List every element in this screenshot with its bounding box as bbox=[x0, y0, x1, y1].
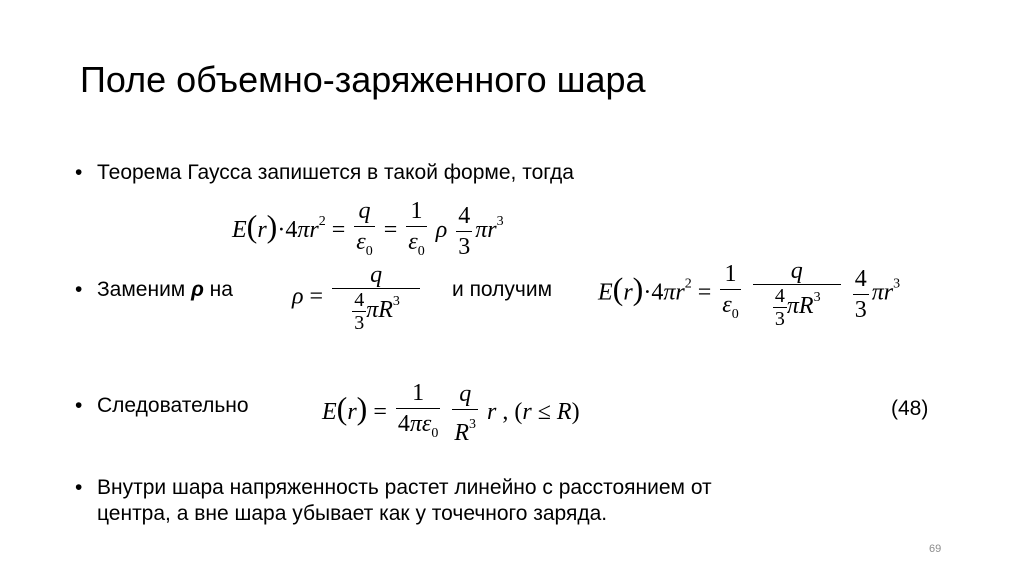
formula-rho: ρ = q $\frac{4}{3}$ $\pi R^3$ bbox=[292, 262, 423, 334]
bullet-1-text: Теорема Гаусса запишется в такой форме, тогда bbox=[97, 161, 574, 184]
formula-result: E(r) = $\frac{1}{4\pi\varepsilon_0}$ $\frac{q}{R^3}$ r , (r ≤ R) bbox=[322, 378, 580, 449]
bullet-1 bbox=[75, 160, 574, 186]
bullet-marker: • bbox=[75, 476, 83, 499]
bullet-2-text-after: на bbox=[209, 278, 233, 301]
bullet-4-line2: центра, а вне шара убывает как у точечного заряда. bbox=[97, 502, 608, 525]
bullet-4 bbox=[75, 475, 712, 527]
slide-title: Поле объемно-заряженного шара bbox=[80, 59, 646, 100]
bullet-3 bbox=[75, 393, 249, 419]
bullet-2-middle: и получим bbox=[452, 278, 553, 301]
bullet-2 bbox=[75, 277, 233, 303]
bullet-marker: • bbox=[75, 394, 83, 417]
bullet-4-line1: Внутри шара напряженность растет линейно с расстоянием от bbox=[97, 476, 712, 499]
bullet-marker: • bbox=[75, 161, 83, 184]
equation-number: (48) bbox=[891, 397, 929, 420]
rho-symbol: ρ bbox=[191, 278, 204, 301]
bullet-3-text: Следовательно bbox=[97, 394, 249, 417]
page-number: 69 bbox=[929, 543, 942, 555]
bullet-marker: • bbox=[75, 278, 83, 301]
formula-gauss: $E(r)\cdot 4\pi r^2$ = $\frac{q}{\varepsilon_0}$ = $\frac{1}{\varepsilon_0}$ ρ $\frac{4}{3}$ $\pi r^3$ bbox=[232, 196, 504, 267]
bullet-2-text-before: Заменим bbox=[97, 278, 186, 301]
formula-substituted: $E(r)\cdot 4\pi r^2$ = $\frac{1}{\varepsilon_0}$ q $\frac{4}{3}$ $\pi R^3$ $\frac{4}{3}$ $\pi r^3$ bbox=[598, 258, 901, 330]
